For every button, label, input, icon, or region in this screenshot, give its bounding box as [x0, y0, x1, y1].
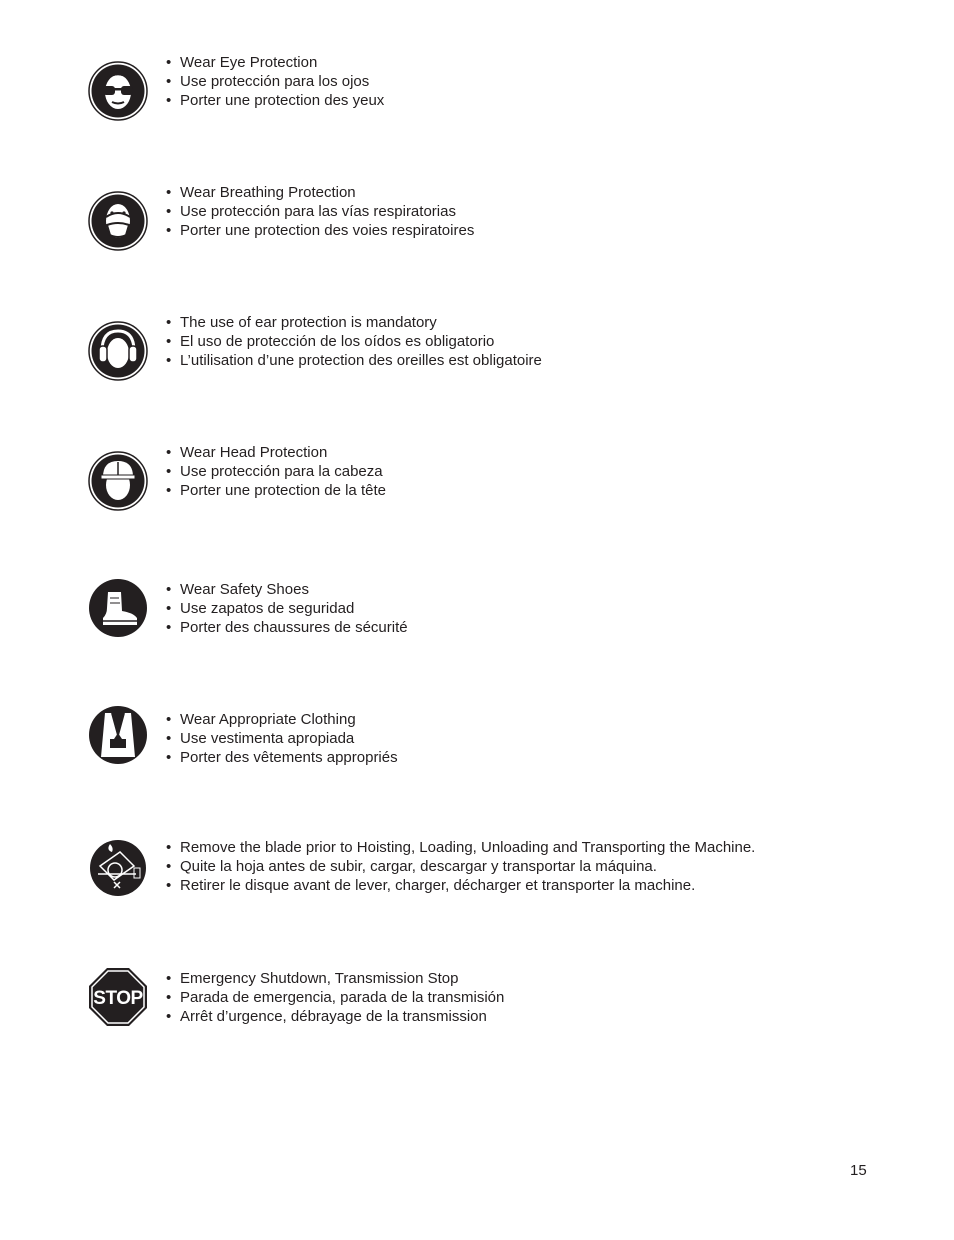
instruction-es: • Use vestimenta apropiada: [166, 730, 355, 747]
instruction-fr: • Porter une protection de la tête: [166, 482, 386, 499]
instruction-fr: • Porter une protection des voies respiratoires: [166, 222, 475, 239]
instruction-fr: • Porter des vêtements appropriés: [166, 749, 398, 766]
safety-item-head: [0, 444, 954, 521]
safety-item-breathing: [0, 184, 954, 261]
instruction-en: • Remove the blade prior to Hoisting, Loading, Unloading and Transporting the Machine.: [166, 839, 756, 856]
instruction-es: • Use protección para los ojos: [166, 73, 370, 90]
instruction-es: • Quite la hoja antes de subir, cargar, descargar y transportar la máquina.: [166, 858, 657, 875]
instruction-en: • Wear Breathing Protection: [166, 184, 356, 201]
instruction-en: • Wear Eye Protection: [166, 54, 318, 71]
instruction-list: [166, 53, 384, 110]
instruction-es: • Use protección para la cabeza: [166, 463, 383, 480]
instruction-fr: • Porter une protection des yeux: [166, 92, 385, 109]
instruction-es: • Use protección para las vías respiratorias: [166, 203, 456, 220]
instruction-es: • Use zapatos de seguridad: [166, 600, 355, 617]
instruction-fr: • L’utilisation d’une protection des oreilles est obligatoire: [166, 352, 542, 369]
instruction-list: [166, 313, 542, 370]
head-protection-icon: [88, 451, 148, 511]
safety-item-shoes: [0, 578, 954, 648]
safety-item-clothing: [0, 705, 954, 775]
stop-sign-icon: [88, 967, 148, 1027]
instruction-en: • Emergency Shutdown, Transmission Stop: [166, 970, 459, 987]
eye-protection-icon: [88, 61, 148, 121]
remove-blade-icon: [88, 838, 148, 898]
instruction-es: • Parada de emergencia, parada de la transmisión: [166, 989, 505, 1006]
safety-shoes-icon: [88, 578, 148, 638]
instruction-list: [166, 580, 408, 637]
appropriate-clothing-icon: [88, 705, 148, 765]
instruction-fr: • Retirer le disque avant de lever, charger, décharger et transporter la machine.: [166, 877, 696, 894]
safety-item-ear: [0, 314, 954, 391]
instruction-en: • Wear Appropriate Clothing: [166, 711, 356, 728]
instruction-list: [166, 183, 474, 240]
instruction-list: [166, 443, 386, 500]
instruction-en: • The use of ear protection is mandatory: [166, 314, 437, 331]
instruction-list: [166, 969, 504, 1026]
page-number: 15: [850, 1162, 867, 1179]
stop-sign-text: STOP: [93, 988, 143, 1009]
instruction-es: • El uso de protección de los oídos es obligatorio: [166, 333, 495, 350]
instruction-en: • Wear Head Protection: [166, 444, 328, 461]
ear-protection-icon: [88, 321, 148, 381]
instruction-list: [166, 838, 755, 895]
instruction-fr: • Porter des chaussures de sécurité: [166, 619, 408, 636]
safety-item-remove-blade: [0, 838, 954, 908]
safety-item-stop: [0, 967, 954, 1037]
breathing-protection-icon: [88, 191, 148, 251]
instruction-list: [166, 710, 398, 767]
safety-item-eye: [0, 54, 954, 131]
instruction-fr: • Arrêt d’urgence, débrayage de la transmission: [166, 1008, 487, 1025]
instruction-en: • Wear Safety Shoes: [166, 581, 309, 598]
